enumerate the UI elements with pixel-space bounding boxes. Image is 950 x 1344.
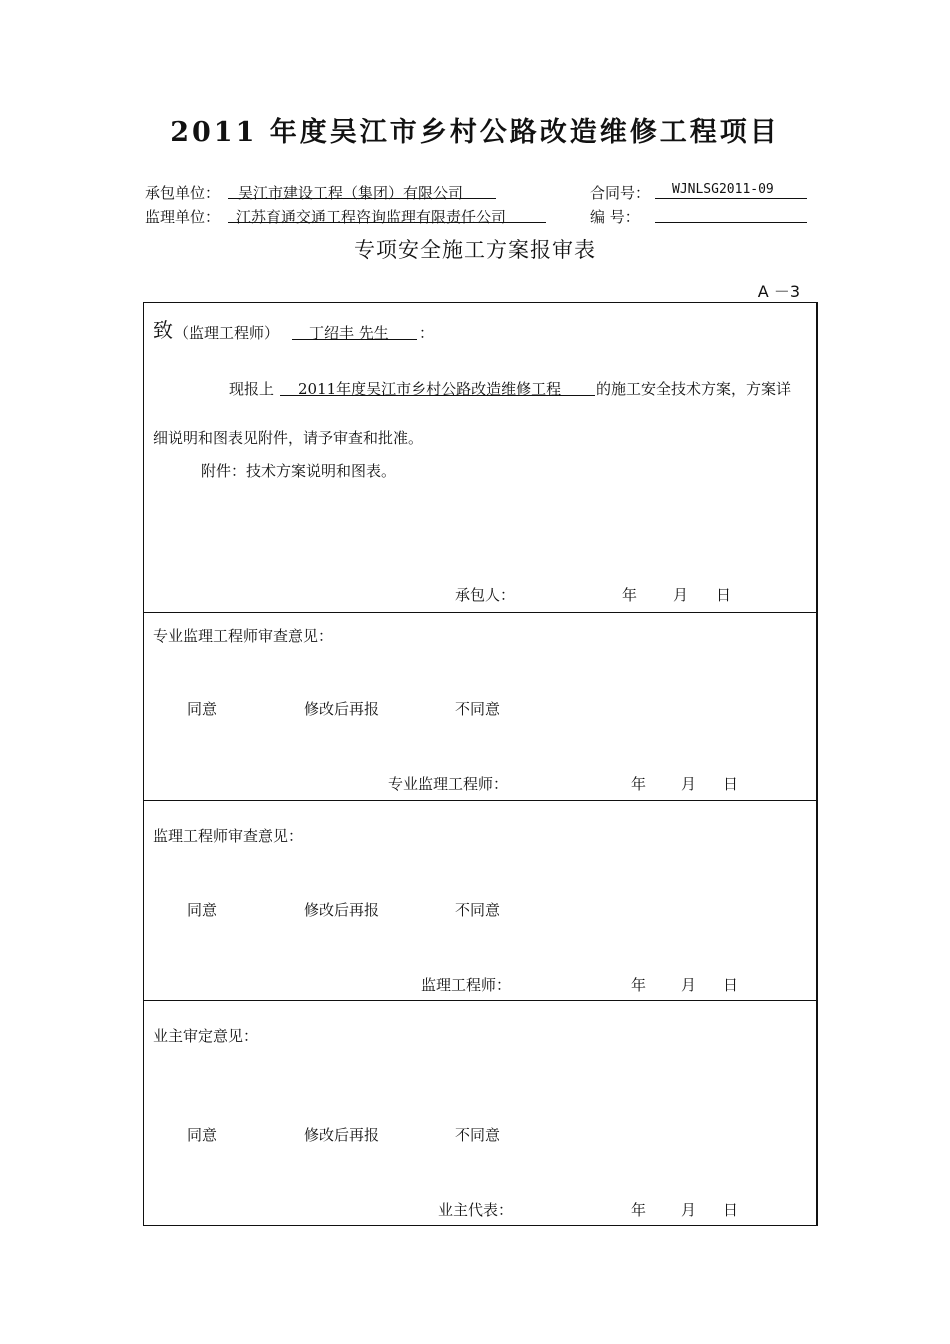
date-year: 年 [631, 1201, 647, 1219]
form-number: A －3 [757, 282, 800, 301]
section-divider [144, 800, 816, 801]
option-revise: 修改后再报 [304, 700, 380, 718]
option-revise: 修改后再报 [304, 901, 380, 919]
date-year: 年 [631, 976, 647, 994]
date-month: 月 [673, 586, 689, 604]
date-day: 日 [723, 1201, 739, 1219]
date-month: 月 [681, 976, 697, 994]
date-year: 年 [622, 586, 638, 604]
serial-label: 编 号： [590, 208, 640, 226]
serial-underline [655, 204, 807, 223]
option-disagree: 不同意 [455, 700, 501, 718]
supervisor-value: 江苏育通交通工程咨询监理有限责任公司 [236, 208, 507, 226]
contract-no-value: WJNLSG2011-09 [672, 182, 774, 197]
specialist-review-heading: 专业监理工程师审查意见： [153, 627, 334, 645]
form-subtitle: 专项安全施工方案报审表 [354, 238, 596, 262]
contractor-label: 承包单位： [145, 184, 221, 202]
owner-signature-label: 业主代表： [438, 1201, 514, 1219]
option-agree: 同意 [187, 700, 218, 718]
date-day: 日 [723, 775, 739, 793]
specialist-signature-label: 专业监理工程师： [388, 775, 509, 793]
review-form-table [143, 302, 818, 1226]
engineer-name: 丁绍丰 先生 [309, 324, 389, 342]
document-title: 2011 年度吴江市乡村公路改造维修工程项目 [170, 117, 780, 148]
attachment-note: 附件：技术方案说明和图表。 [201, 462, 397, 480]
contract-no-label: 合同号： [590, 184, 651, 202]
to-role: （监理工程师） [174, 324, 280, 342]
engineer-review-heading: 监理工程师审查意见： [153, 827, 304, 845]
date-year: 年 [631, 775, 647, 793]
option-revise: 修改后再报 [304, 1126, 380, 1144]
contractor-signature-label: 承包人： [455, 586, 516, 604]
supervisor-label: 监理单位： [145, 208, 221, 226]
date-month: 月 [681, 775, 697, 793]
option-disagree: 不同意 [455, 1126, 501, 1144]
section-divider [144, 612, 816, 613]
date-day: 日 [723, 976, 739, 994]
intro-suffix: 的施工安全技术方案，方案详 [596, 380, 792, 398]
to-label: 致 [153, 318, 173, 342]
intro-prefix: 现报上 [229, 380, 275, 398]
date-month: 月 [681, 1201, 697, 1219]
to-colon: ： [419, 324, 435, 342]
date-day: 日 [716, 586, 732, 604]
project-name: 2011年度吴江市乡村公路改造维修工程 [298, 380, 562, 398]
section-divider [144, 1000, 816, 1001]
engineer-signature-label: 监理工程师： [421, 976, 512, 994]
option-agree: 同意 [187, 901, 218, 919]
owner-review-heading: 业主审定意见： [153, 1027, 259, 1045]
contractor-value: 吴江市建设工程（集团）有限公司 [238, 184, 464, 202]
intro-line2: 细说明和图表见附件，请予审查和批准。 [153, 429, 424, 447]
option-agree: 同意 [187, 1126, 218, 1144]
option-disagree: 不同意 [455, 901, 501, 919]
